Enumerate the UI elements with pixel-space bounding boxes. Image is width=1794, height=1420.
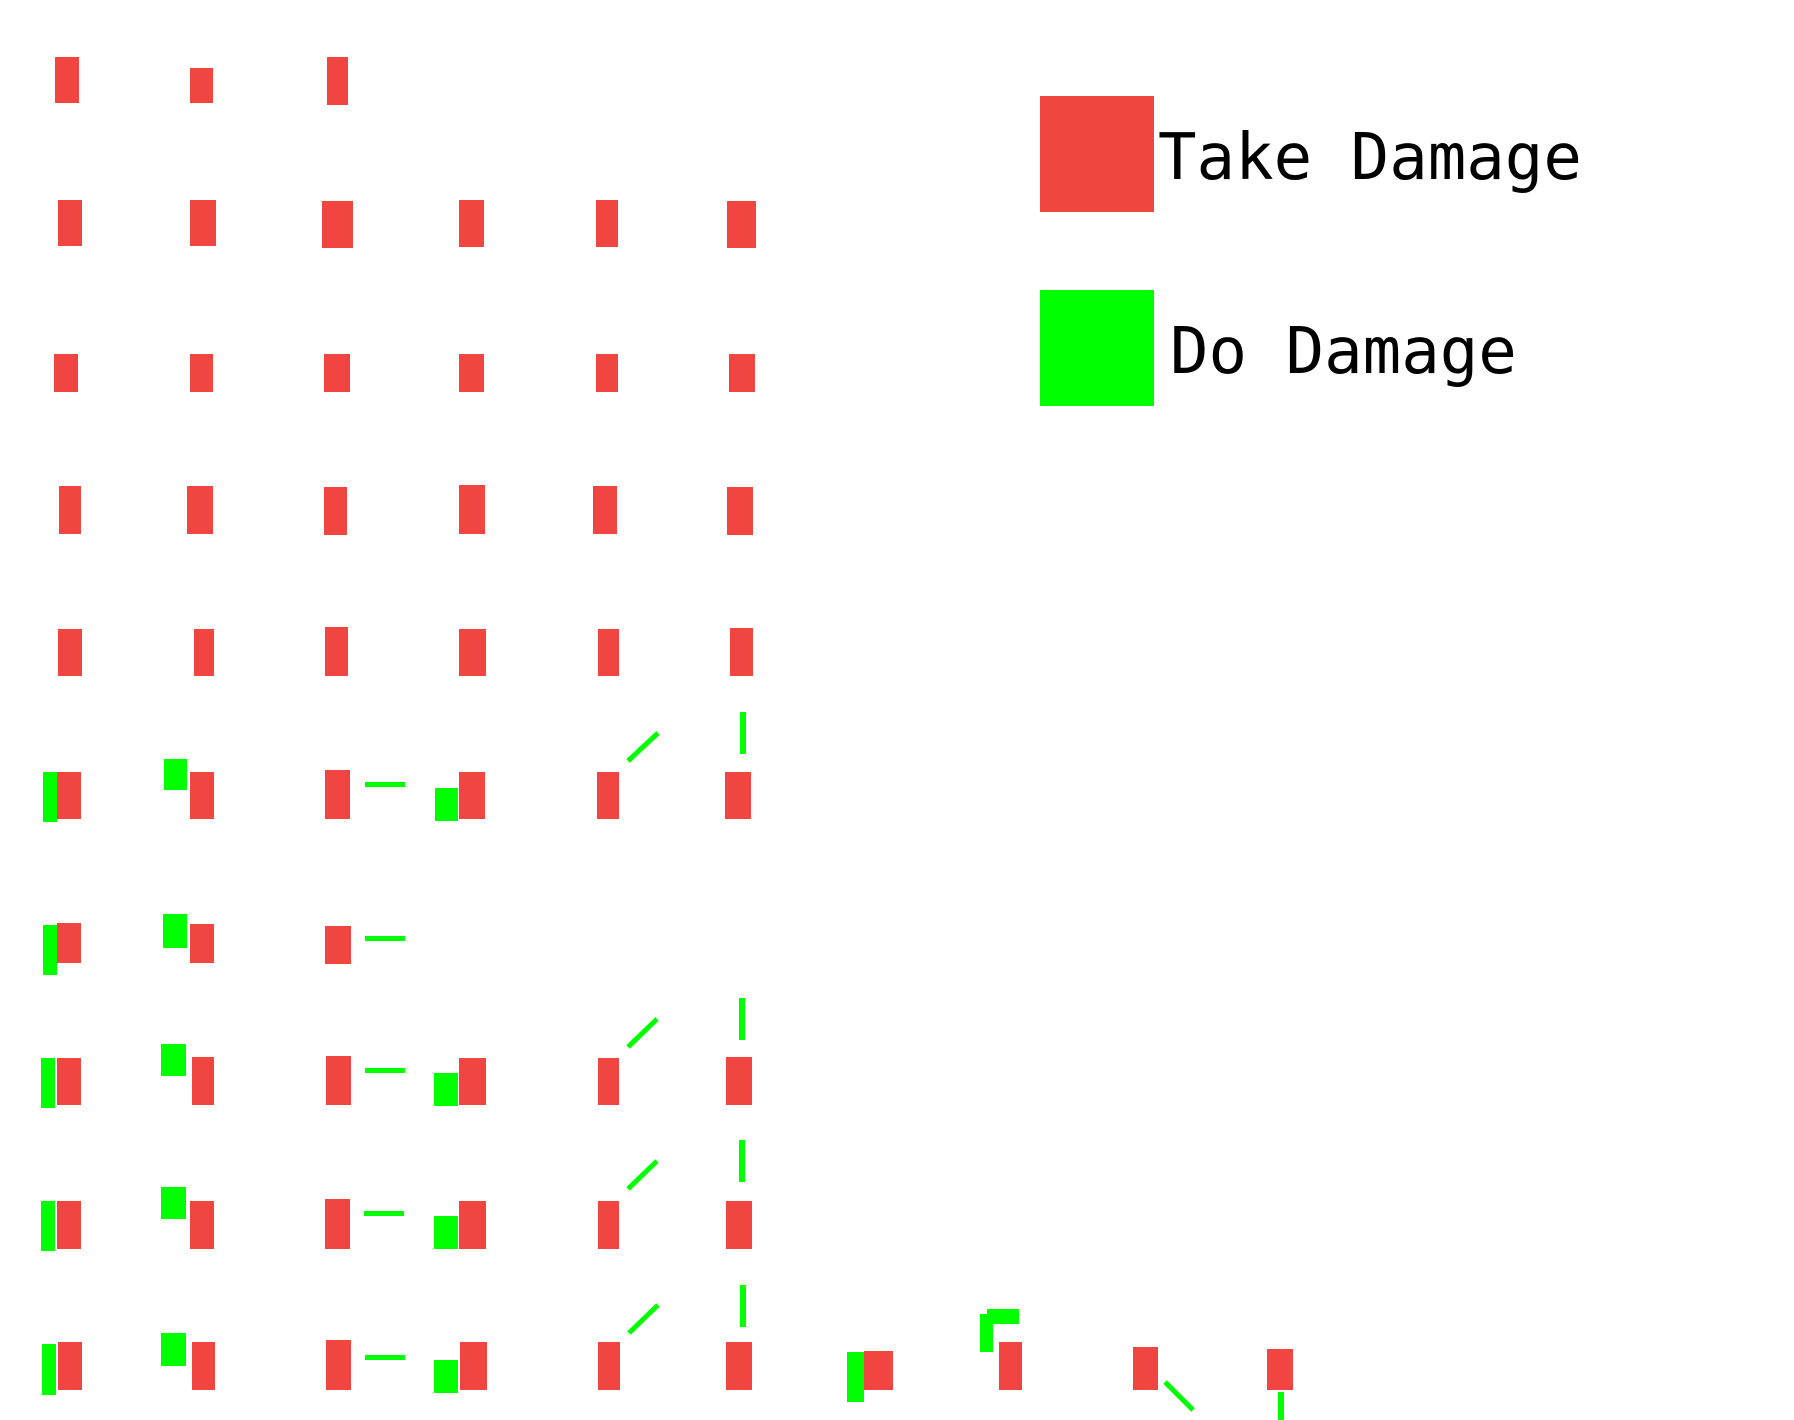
take-damage-boxes [54, 57, 1293, 1390]
do-damage-box [164, 759, 187, 790]
do-damage-box [43, 772, 57, 822]
do-damage-line [739, 1140, 745, 1182]
take-damage-box [190, 924, 214, 963]
take-damage-box [726, 1201, 752, 1249]
take-damage-box [324, 487, 347, 535]
do-damage-line [1165, 1382, 1193, 1410]
take-damage-box [58, 200, 82, 246]
take-damage-box [54, 354, 78, 392]
do-damage-box [434, 1073, 458, 1106]
do-damage-line [365, 936, 405, 941]
take-damage-box [187, 486, 213, 534]
take-damage-box [57, 923, 81, 963]
do-damage-line [740, 1285, 746, 1327]
do-damage-line [365, 1068, 405, 1073]
take-damage-box [57, 772, 81, 819]
take-damage-box [190, 354, 213, 392]
take-damage-box [727, 201, 756, 248]
do-damage-legend-swatch [1040, 290, 1154, 406]
do-damage-box [43, 925, 57, 975]
take-damage-box [1133, 1347, 1158, 1390]
take-damage-box [59, 486, 81, 534]
take-damage-box [725, 772, 751, 819]
do-damage-line [365, 1355, 405, 1360]
take-damage-box [593, 486, 617, 534]
take-damage-box [327, 57, 348, 105]
do-damage-box [161, 1333, 186, 1366]
take-damage-box [57, 1058, 81, 1105]
take-damage-box [325, 770, 350, 819]
do-damage-line [629, 1305, 658, 1333]
take-damage-box [57, 1201, 81, 1249]
take-damage-box [192, 1057, 214, 1105]
take-damage-box [326, 1340, 351, 1390]
do-damage-line [628, 733, 658, 761]
take-damage-box [190, 772, 214, 819]
do-damage-line [1278, 1392, 1284, 1420]
do-damage-box [163, 914, 187, 948]
do-damage-box [161, 1044, 186, 1076]
take-damage-box [194, 629, 214, 676]
take-damage-legend-swatch [1040, 96, 1154, 212]
take-damage-box [190, 68, 213, 103]
do-damage-line [628, 1161, 657, 1189]
take-damage-box [727, 487, 753, 535]
take-damage-box [460, 1342, 487, 1390]
do-damage-box [987, 1309, 1019, 1324]
take-damage-box [459, 1058, 486, 1105]
take-damage-box [55, 57, 79, 103]
take-damage-box [459, 1201, 486, 1249]
do-damage-box [41, 1201, 55, 1251]
do-damage-line [365, 782, 405, 787]
do-damage-box [42, 1344, 56, 1395]
take-damage-box [597, 772, 619, 819]
do-damage-line [364, 1211, 404, 1216]
take-damage-box [459, 354, 484, 392]
take-damage-box [325, 1199, 350, 1249]
take-damage-box [190, 1201, 214, 1249]
take-damage-box [325, 627, 348, 676]
do-damage-box [41, 1058, 55, 1108]
take-damage-box [596, 200, 618, 247]
take-damage-box [58, 1342, 82, 1390]
take-damage-box [596, 354, 618, 392]
take-damage-box [864, 1351, 893, 1390]
do-damage-box [435, 788, 458, 821]
do-damage-box [161, 1187, 186, 1219]
take-damage-box [192, 1342, 215, 1390]
take-damage-box [190, 200, 216, 246]
do-damage-box [434, 1360, 458, 1393]
take-damage-box [459, 200, 484, 247]
take-damage-box [58, 629, 82, 676]
do-damage-legend-label: Do Damage [1170, 315, 1517, 389]
do-damage-box [847, 1352, 864, 1402]
do-damage-hitboxes [41, 712, 1284, 1420]
take-damage-box [1267, 1349, 1293, 1390]
take-damage-box [598, 1058, 619, 1105]
take-damage-box [459, 772, 485, 819]
take-damage-box [598, 629, 619, 676]
take-damage-box [459, 485, 485, 534]
do-damage-line [628, 1019, 657, 1047]
take-damage-box [325, 926, 351, 964]
do-damage-box [434, 1216, 458, 1249]
take-damage-box [726, 1057, 752, 1105]
take-damage-box [459, 629, 486, 676]
take-damage-box [324, 354, 350, 392]
take-damage-box [730, 628, 753, 676]
take-damage-box [598, 1201, 619, 1249]
take-damage-box [726, 1342, 752, 1390]
do-damage-line [739, 998, 745, 1040]
take-damage-box [999, 1342, 1022, 1390]
take-damage-box [322, 201, 353, 248]
take-damage-legend-label: Take Damage [1158, 121, 1582, 195]
take-damage-box [598, 1342, 620, 1390]
do-damage-line [740, 712, 746, 754]
take-damage-box [326, 1056, 351, 1105]
take-damage-box [729, 354, 755, 392]
